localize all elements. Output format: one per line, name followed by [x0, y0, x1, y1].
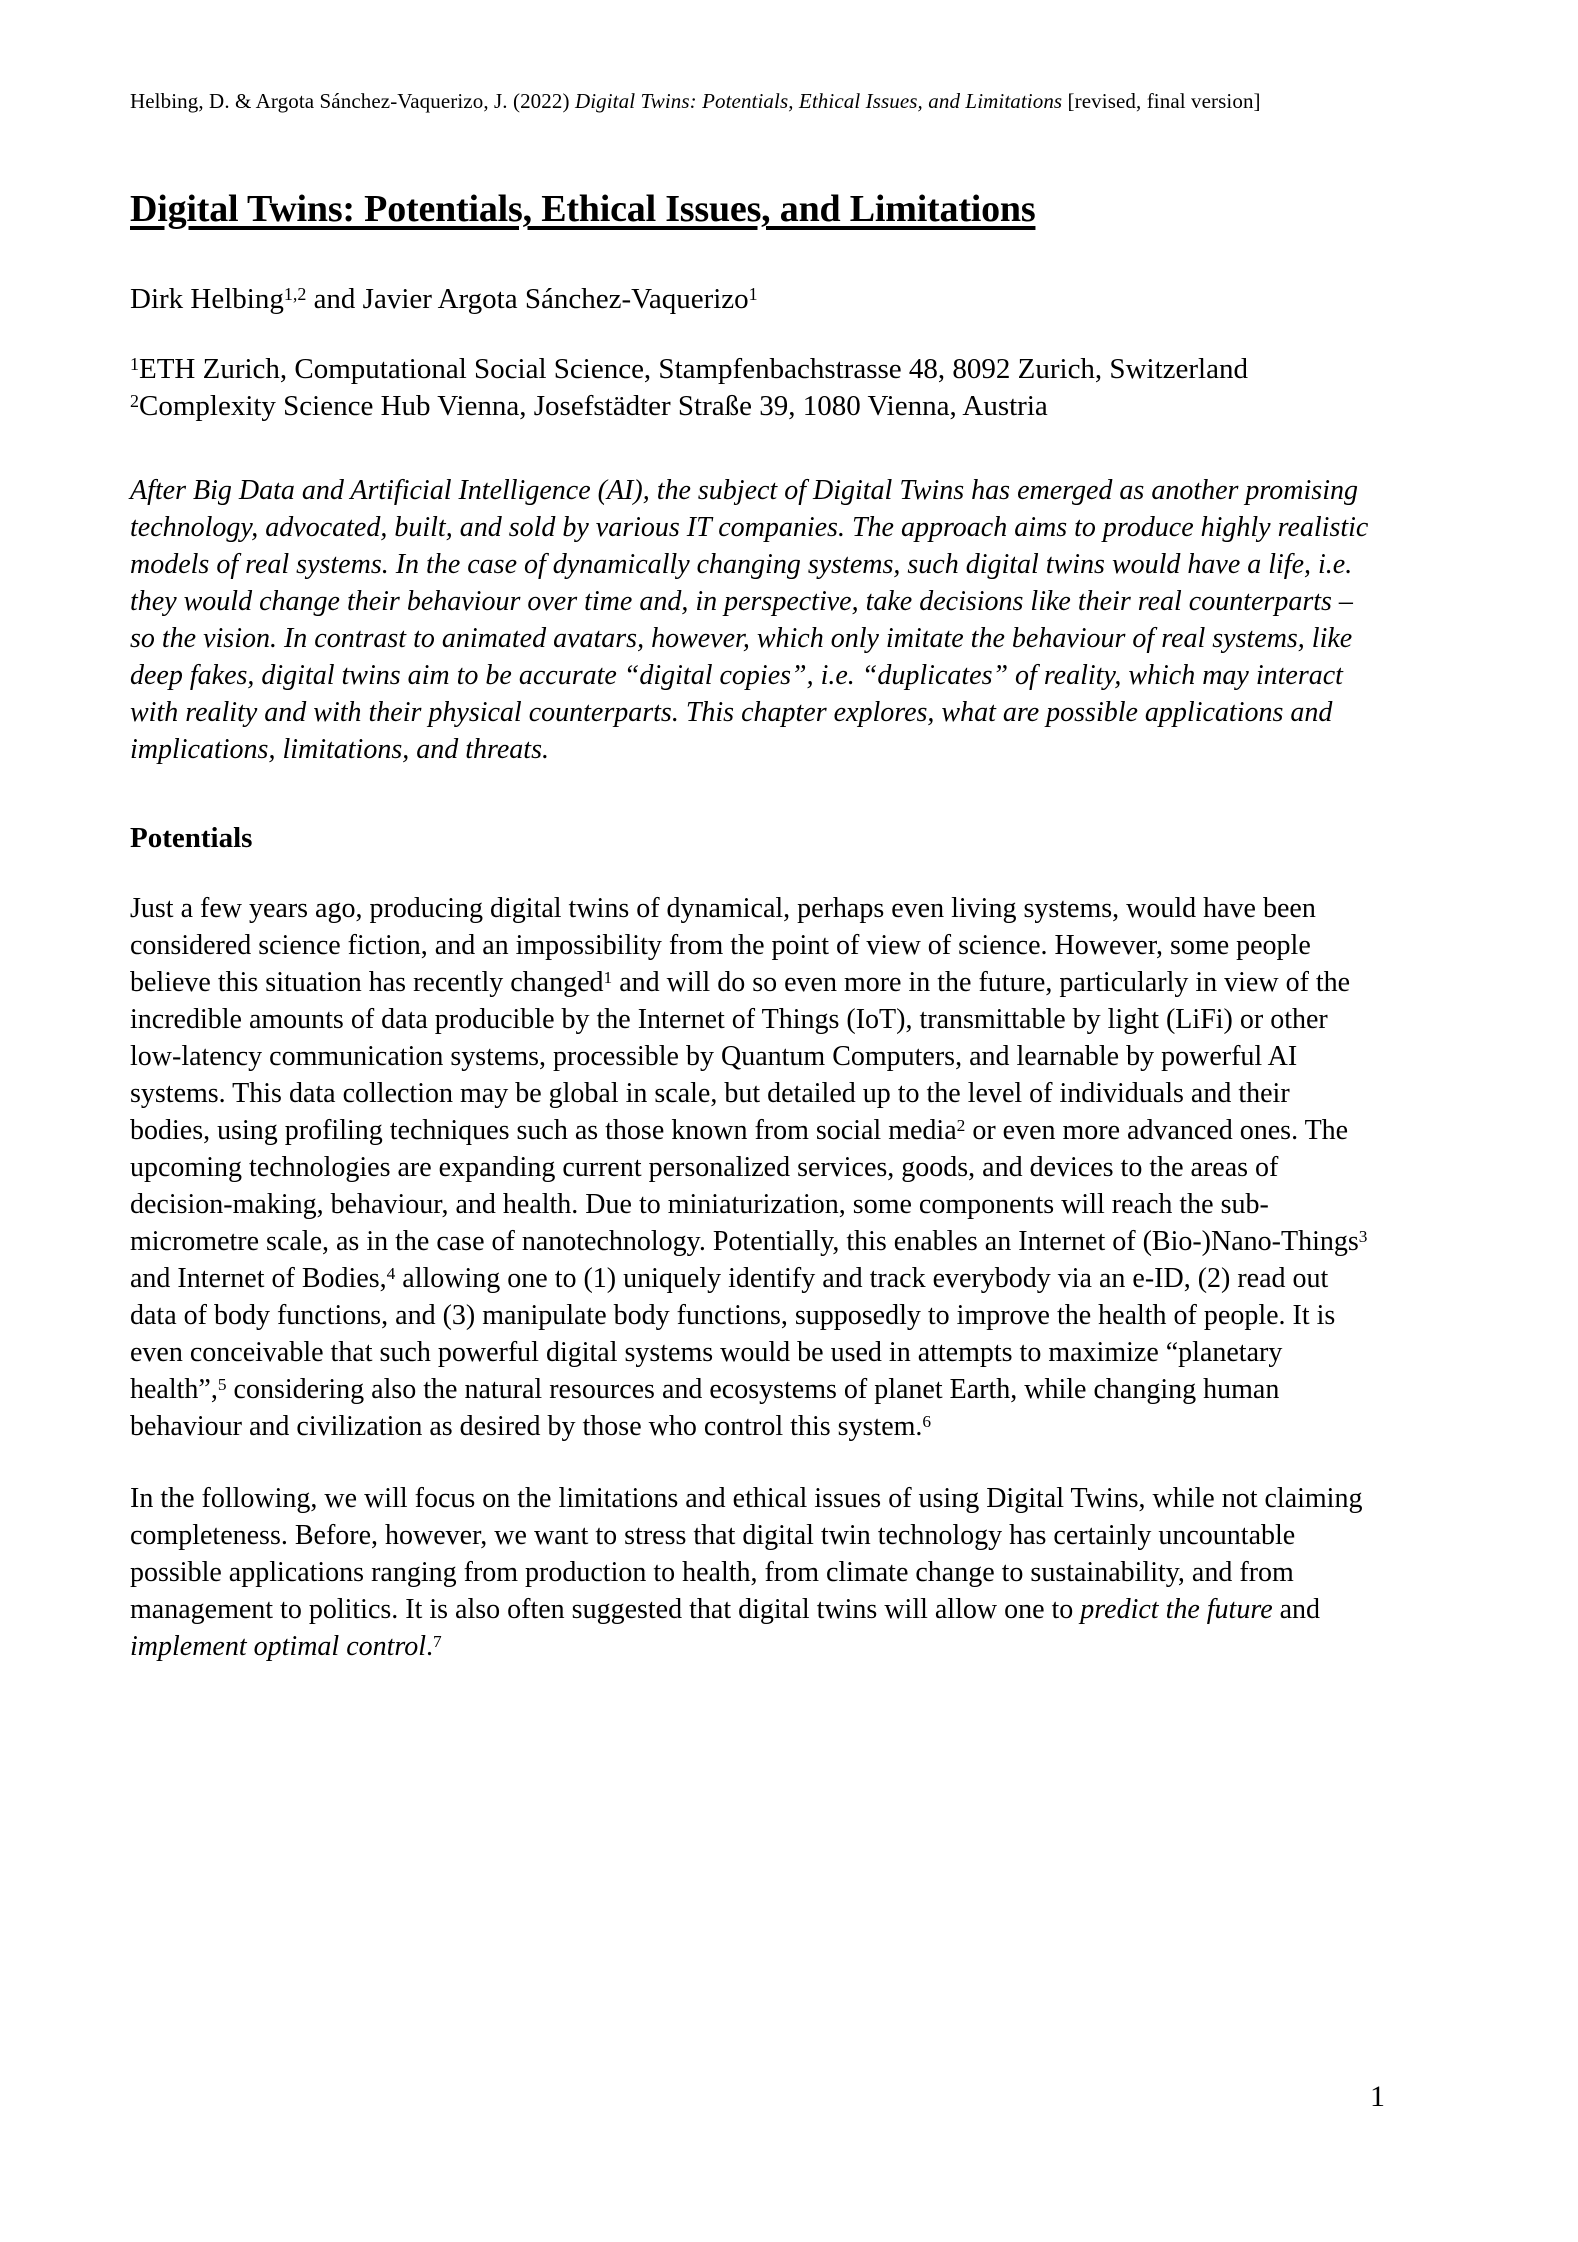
- page-number: 1: [1370, 2080, 1385, 2113]
- affiliation-eth-zurich: $^1$ETH Zurich, Computational Social Science, Stampfenbachstrasse 48, 8092 Zurich, Switzerland: [130, 353, 1248, 386]
- page-title: Digital Twins: Potentials, Ethical Issues, and Limitations: [130, 188, 1036, 231]
- authors-line: Dirk Helbing$^{1,2}$ and Javier Argota Sánchez-Vaquerizo$^1$: [130, 283, 758, 316]
- abstract-paragraph: After Big Data and Artificial Intelligence (AI), the subject of Digital Twins has emerged as another promising technology, advocated, built, and sold by various IT companies. The approach aims to produce highly realistic models of real systems. In the case of dynamically changing systems, such digital twins would have a life, i.e. they would change their behaviour over time and, in perspective, take decisions like their real counterparts – so the vision. In contrast to animated avatars, however, which only imitate the behaviour of real systems, like deep fakes, digital twins aim to be accurate “digital copies”, i.e. “duplicates” of reality, which may interact with reality and with their physical counterparts. This chapter explores, what are possible applications and implications, limitations, and threats.: [130, 475, 1369, 766]
- text-block: [130, 88, 1370, 1665]
- potentials-paragraph-1: Just a few years ago, producing digital twins of dynamical, perhaps even living systems, would have been considered science fiction, and an impossibility from the point of view of science. However, some people believe this situation has recently changed$^1$ and will do so even more in the future, particularly in view of the incredible amounts of data producible by the Internet of Things (IoT), transmittable by light (LiFi) or other low-latency communication systems, processible by Quantum Computers, and learnable by powerful AI systems. This data collection may be global in scale, but detailed up to the level of individuals and their bodies, using profiling techniques such as those known from social media$^2$ or even more advanced ones. The upcoming technologies are expanding current personalized services, goods, and devices to the areas of decision-making, behaviour, and health. Due to miniaturization, some components will reach the sub-micrometre scale, as in the case of nanotechnology. Potentially, this enables an Internet of (Bio-)Nano-Things$^3$ and Internet of Bodies,$^4$ allowing one to (1) uniquely identify and track everybody via an e-ID, (2) read out data of body functions, and (3) manipulate body functions, supposedly to improve the health of people. It is even conceivable that such powerful digital systems would be used in attempts to maximize “planetary health”,$^5$ considering also the natural resources and ecosystems of planet Earth, while changing human behaviour and civilization as desired by those who control this system.$^6$: [130, 893, 1368, 1443]
- affiliations-block: [130, 351, 1370, 425]
- section-heading-potentials: Potentials: [130, 822, 253, 855]
- running-head: Helbing, D. & Argota Sánchez-Vaquerizo, J. (2022) Digital Twins: Potentials, Ethical Issues, and Limitations [revised, final version]: [130, 89, 1261, 113]
- potentials-paragraph-2: In the following, we will focus on the limitations and ethical issues of using Digital Twins, while not claiming completeness. Before, however, we want to stress that digital twin technology has certainly uncountable possible applications ranging from production to health, from climate change to sustainability, and from management to politics. It is also often suggested that digital twins will allow one to predict the future and implement optimal control.$^7$: [130, 1483, 1363, 1663]
- affiliation-csh-vienna: $^2$Complexity Science Hub Vienna, Josefstädter Straße 39, 1080 Vienna, Austria: [130, 390, 1048, 423]
